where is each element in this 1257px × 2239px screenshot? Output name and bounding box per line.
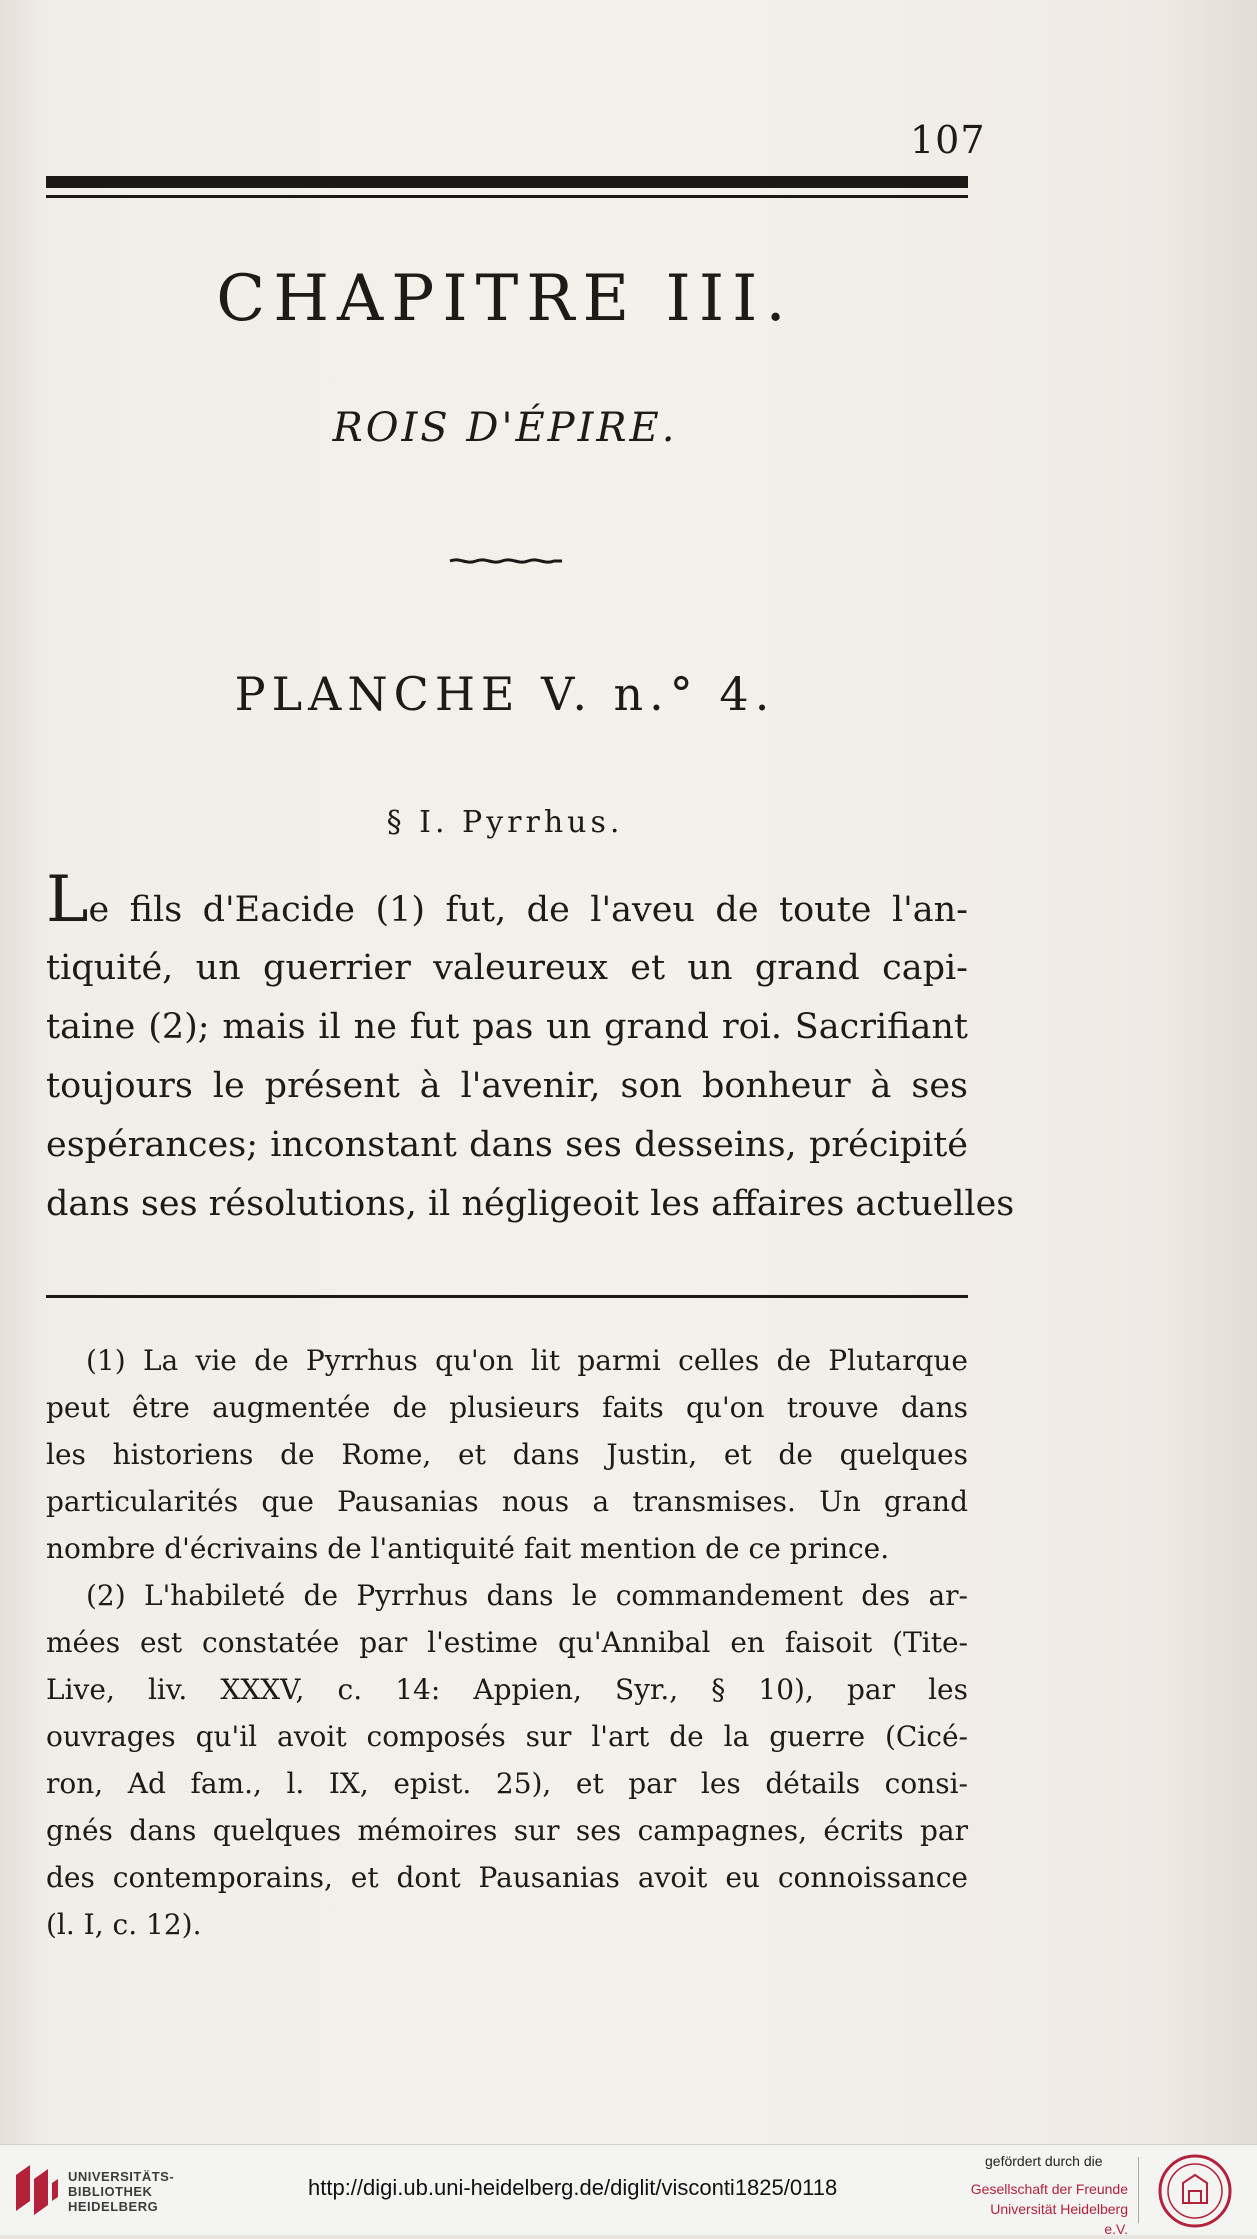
sponsor-label: gefördert durch die xyxy=(985,2153,1103,2169)
header-rule-thick xyxy=(46,176,968,188)
library-name[interactable]: UNIVERSITÄTS- BIBLIOTHEK HEIDELBERG xyxy=(68,2169,175,2214)
source-url-link[interactable]: http://digi.ub.uni-heidelberg.de/diglit/visconti1825/0118 xyxy=(308,2175,838,2200)
page-number: 107 xyxy=(910,118,986,162)
text-line: espérances; inconstant dans ses desseins, précipité xyxy=(46,1125,968,1165)
footnote-line: les historiens de Rome, et dans Justin, et de quelques xyxy=(46,1438,968,1471)
university-seal-icon[interactable] xyxy=(1157,2153,1233,2229)
section-heading: § I. Pyrrhus. xyxy=(386,805,624,840)
footnote-line: (l. I, c. 12). xyxy=(46,1908,202,1941)
footnote-line: Live, liv. XXXV, c. 14: Appien, Syr., § 10), par les xyxy=(46,1673,968,1706)
footnote-line: ouvrages qu'il avoit composés sur l'art de la guerre (Cicé- xyxy=(46,1720,968,1753)
footnote-line: (2) L'habileté de Pyrrhus dans le commandement des ar- xyxy=(86,1579,968,1612)
main-text xyxy=(46,863,1015,1234)
sponsor-name-link[interactable]: Gesellschaft der Freunde Universität Heidelberg e.V. xyxy=(970,2181,1128,2237)
library-logo-icon[interactable] xyxy=(12,2161,60,2219)
ornament-divider xyxy=(448,556,564,566)
footnote-line: mées est constatée par l'estime qu'Annibal en faisoit (Tite- xyxy=(46,1626,968,1659)
header-rule-thin xyxy=(46,195,968,198)
plate-heading: PLANCHE V. n.° 4. xyxy=(234,667,776,721)
footnote-line: ron, Ad fam., l. IX, epist. 25), et par les détails consi- xyxy=(46,1767,968,1800)
chapter-title: CHAPITRE III. xyxy=(216,262,794,336)
text-line: tiquité, un guerrier valeureux et un grand capi- xyxy=(46,948,968,988)
footer-divider xyxy=(1138,2157,1139,2223)
footnote-line: nombre d'écrivains de l'antiquité fait mention de ce prince. xyxy=(46,1532,890,1565)
footnote-line: gnés dans quelques mémoires sur ses campagnes, écrits par xyxy=(46,1814,968,1847)
text-line: Le fils d'Eacide (1) fut, de l'aveu de toute l'an- xyxy=(46,863,968,937)
drop-cap: L xyxy=(46,863,89,937)
footnotes xyxy=(46,1337,968,1948)
footnote-line: peut être augmentée de plusieurs faits qu'on trouve dans xyxy=(46,1391,968,1424)
footnote-line: des contemporains, et dont Pausanias avoit eu connoissance xyxy=(46,1861,968,1894)
text-line: dans ses résolutions, il négligeoit les affaires actuelles xyxy=(46,1184,1015,1224)
footnote-line: particularités que Pausanias nous a transmises. Un grand xyxy=(46,1485,968,1518)
chapter-subtitle: ROIS D'ÉPIRE. xyxy=(332,405,678,451)
text-line: taine (2); mais il ne fut pas un grand roi. Sacrifiant xyxy=(46,1007,968,1047)
footer-bar xyxy=(0,2144,1257,2235)
footnote-rule xyxy=(46,1295,968,1298)
text-line: toujours le présent à l'avenir, son bonheur à ses xyxy=(46,1066,968,1106)
footnote-line: (1) La vie de Pyrrhus qu'on lit parmi celles de Plutarque xyxy=(86,1344,968,1377)
